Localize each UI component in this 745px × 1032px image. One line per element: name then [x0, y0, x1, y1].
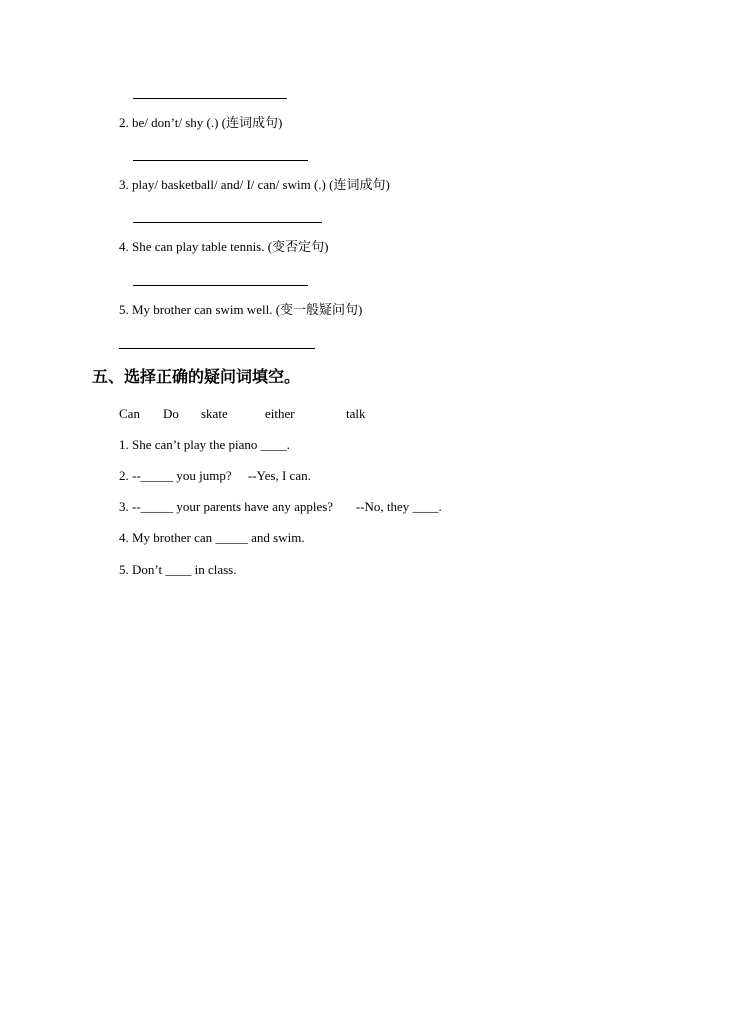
word-bank-item: either — [265, 406, 295, 421]
blank-question-1: 1. She can’t play the piano ____. — [119, 437, 290, 452]
answer-line-4 — [133, 285, 308, 286]
blank-question-5: 5. Don’t ____ in class. — [119, 562, 237, 577]
answer-line-3 — [133, 222, 322, 223]
section-heading: 五、选择正确的疑问词填空。 — [92, 367, 301, 386]
answer-line-1 — [133, 98, 287, 99]
answer-line-2 — [133, 160, 308, 161]
answer-line-5 — [119, 348, 315, 349]
question-5: 5. My brother can swim well. (变一般疑问句) — [119, 302, 363, 317]
word-bank-item: Do — [163, 406, 179, 421]
question-4: 4. She can play table tennis. (变否定句) — [119, 239, 329, 254]
question-3: 3. play/ basketball/ and/ I/ can/ swim (.) (连词成句) — [119, 177, 390, 192]
word-bank-item: skate — [201, 406, 228, 421]
word-bank-item: talk — [346, 406, 366, 421]
question-2: 2. be/ don’t/ shy (.) (连词成句) — [119, 115, 283, 130]
blank-question-3: 3. --_____ your parents have any apples? --No, they ____. — [119, 499, 442, 514]
blank-question-4: 4. My brother can _____ and swim. — [119, 530, 305, 545]
blank-question-2: 2. --_____ you jump? --Yes, I can. — [119, 468, 311, 483]
word-bank-item: Can — [119, 406, 140, 421]
